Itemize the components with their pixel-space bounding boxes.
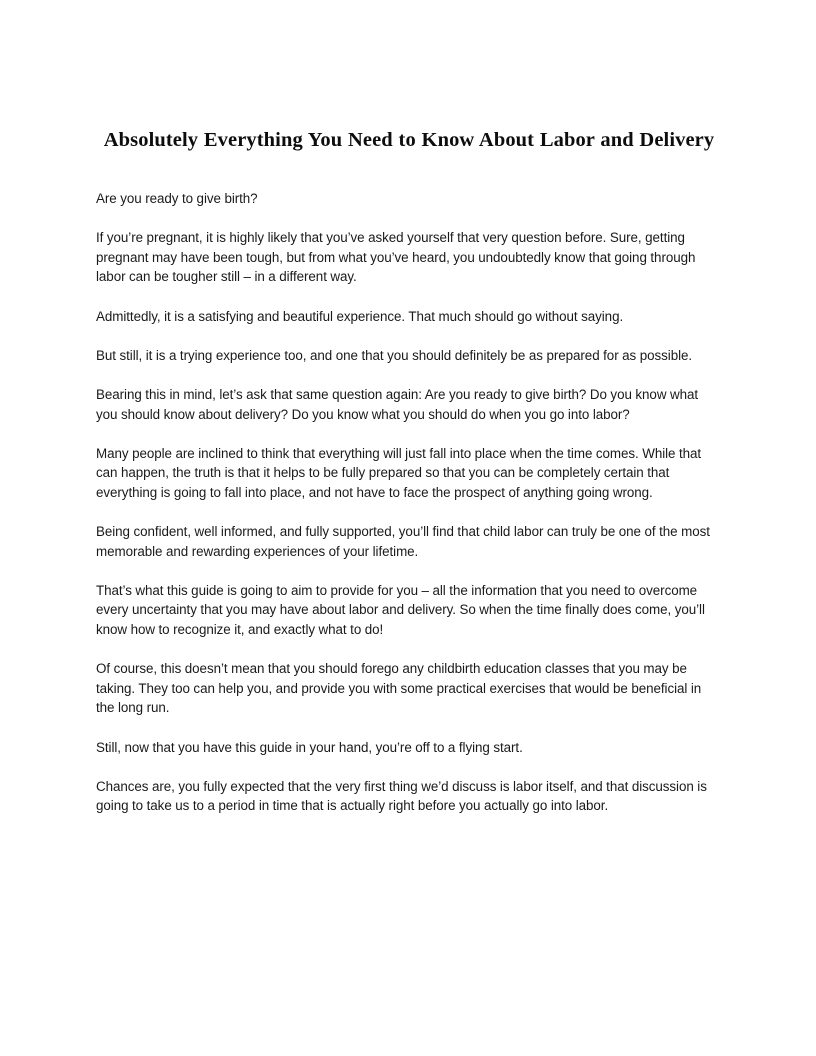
- body-paragraph: Chances are, you fully expected that the very first thing we’d discuss is labor itself, and that discussion is going to take us to a period in time that is actually right before you actually go into labor.: [96, 778, 707, 814]
- page-title: Absolutely Everything You Need to Know About Labor and Delivery: [103, 129, 715, 151]
- body-paragraph: Still, now that you have this guide in your hand, you’re off to a flying start.: [96, 739, 523, 755]
- body-paragraph: Being confident, well informed, and fully supported, you’ll find that child labor can truly be one of the most memorable and rewarding experiences of your lifetime.: [96, 524, 710, 559]
- body-paragraph: Are you ready to give birth?: [96, 191, 258, 206]
- body-paragraph: If you’re pregnant, it is highly likely that you’ve asked yourself that very question before. Sure, getting pregnant may have been tough, but from what you’ve heard, you undoubtedly know that going through labor can be tougher still – in a different way.: [96, 230, 696, 285]
- body-paragraph: That’s what this guide is going to aim to provide for you – all the information that you need to overcome every uncertainty that you may have about labor and delivery. So when the time finally does come, you’ll know how to recognize it, and exactly what to do!: [96, 582, 705, 638]
- body-paragraph: Admittedly, it is a satisfying and beautiful experience. That much should go without saying.: [96, 308, 624, 324]
- document-content: [96, 0, 722, 816]
- body-paragraph: Of course, this doesn’t mean that you should forego any childbirth education classes that you may be taking. They too can help you, and provide you with some practical exercises that would be beneficial in the long run.: [96, 661, 702, 716]
- body-paragraph: But still, it is a trying experience too, and one that you should definitely be as prepared for as possible.: [96, 347, 693, 363]
- body-paragraph: Many people are inclined to think that everything will just fall into place when the time comes. While that can happen, the truth is that it helps to be fully prepared so that you can be completely certain that everything is going to fall into place, and not have to face the prospect of anything going wrong.: [96, 445, 702, 500]
- body-paragraph: Bearing this in mind, let’s ask that same question again: Are you ready to give birth? Do you know what you should know about delivery? Do you know what you should do when you go into labor?: [96, 386, 699, 422]
